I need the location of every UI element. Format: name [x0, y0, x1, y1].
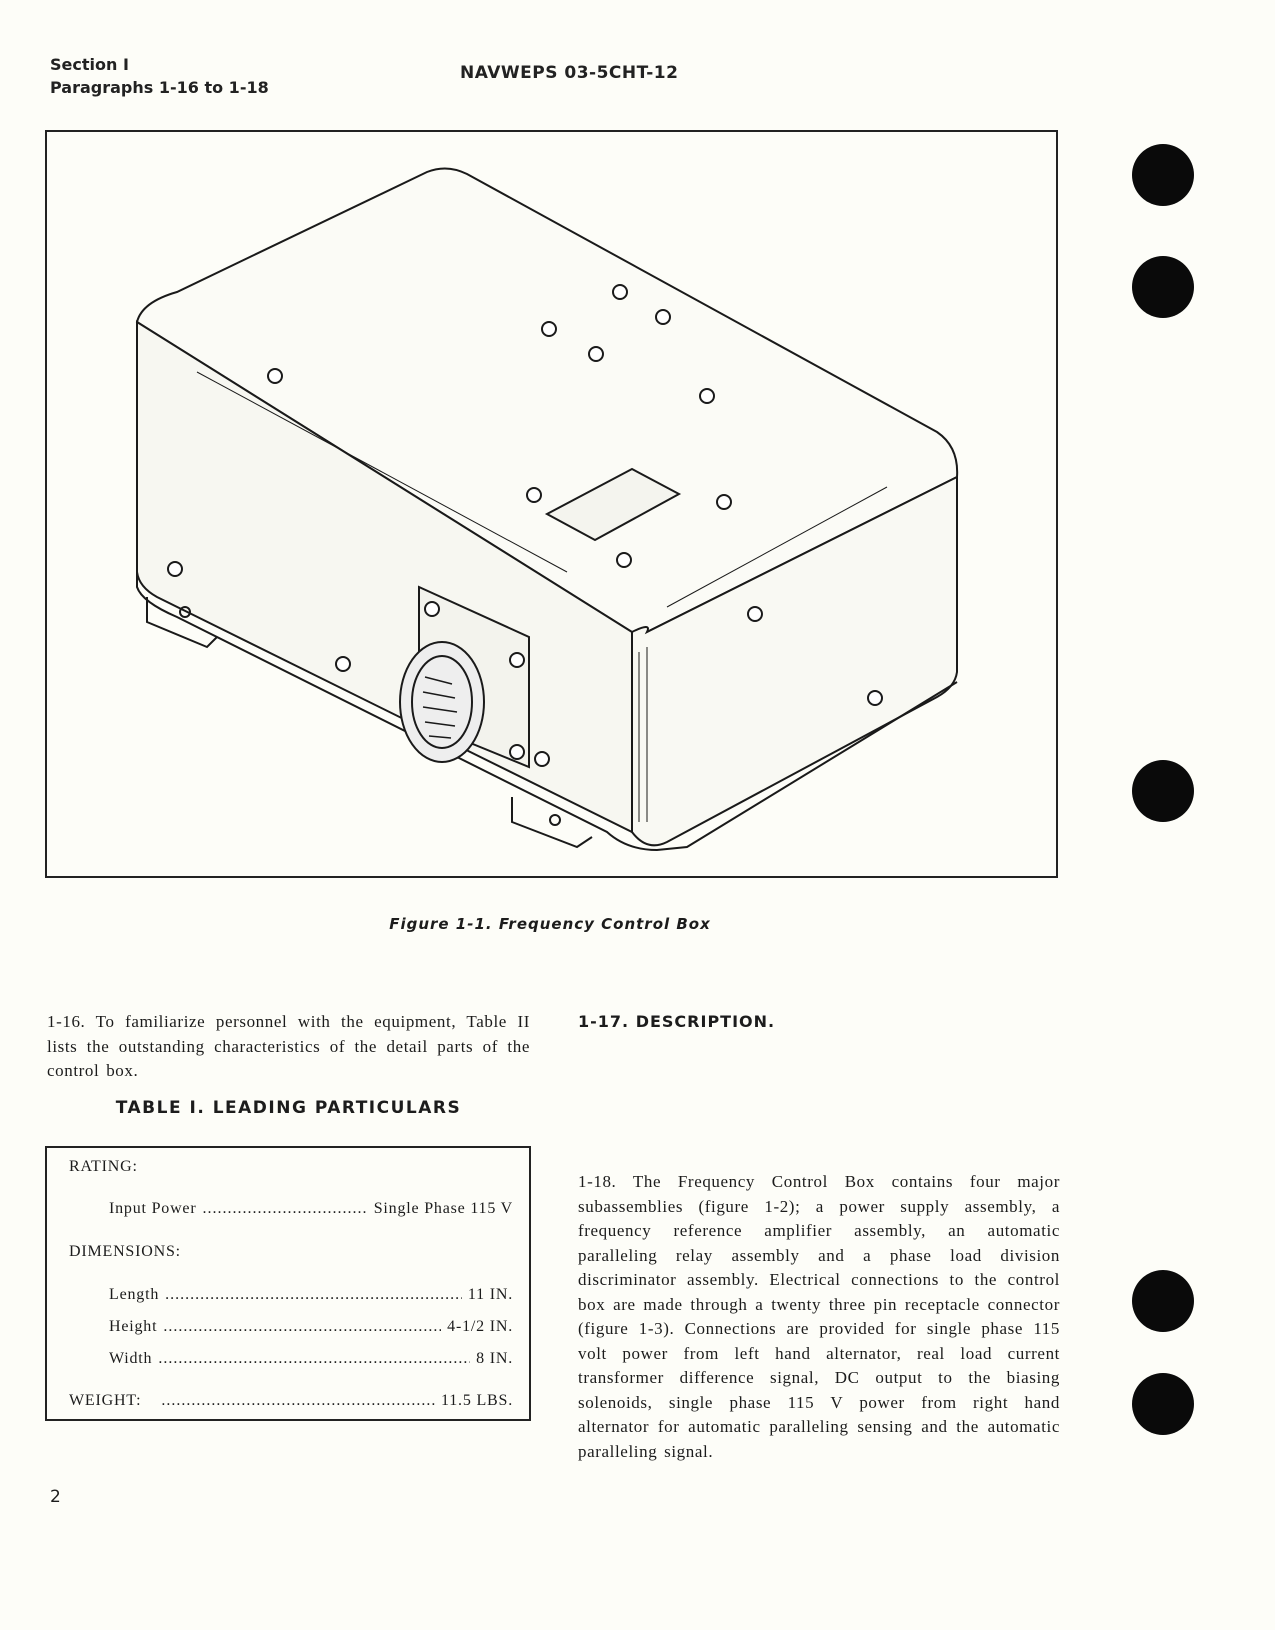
- leader-dots: [161, 1392, 435, 1410]
- row-value: 4-1/2 IN.: [447, 1318, 513, 1335]
- row-label: Input Power: [109, 1200, 197, 1217]
- input-power-row: [109, 1200, 513, 1218]
- row-label: Height: [109, 1318, 158, 1335]
- section-heading-description: 1-17. DESCRIPTION.: [578, 1012, 776, 1031]
- section-text: Section I: [50, 55, 129, 74]
- leader-dots: [165, 1286, 462, 1304]
- section-label: [50, 53, 269, 99]
- binder-hole: [1132, 1270, 1194, 1332]
- weight-row: [69, 1392, 513, 1410]
- row-value: Single Phase 115 V: [373, 1200, 513, 1217]
- leader-dots: [158, 1350, 470, 1368]
- rating-label: RATING:: [69, 1158, 138, 1175]
- width-row: [109, 1350, 513, 1368]
- figure-caption: Figure 1-1. Frequency Control Box: [389, 915, 711, 933]
- height-row: [109, 1318, 513, 1336]
- row-label: Length: [109, 1286, 160, 1303]
- row-value: 11.5 LBS.: [441, 1392, 513, 1409]
- binder-hole: [1132, 760, 1194, 822]
- binder-hole: [1132, 144, 1194, 206]
- row-value: 8 IN.: [476, 1350, 513, 1367]
- paragraph-1-18: 1-18. The Frequency Control Box contains four major subassemblies (figure 1-2); a power supply assembly, a frequency reference amplifier assembly, an automatic paralleling relay assembly and a phase load division discriminator assembly. Electrical connections to the control box are made through a twenty three pin receptacle connector (figure 1-3). Connections are provided for single phase 115 volt power from left hand alternator, real load current transformer difference signal, DC output to the biasing solenoids, single phase 115 V power from right hand alternator for automatic paralleling sensing and the automatic paralleling signal.: [578, 1172, 1060, 1461]
- leader-dots: [163, 1318, 441, 1336]
- row-label: Width: [109, 1350, 153, 1367]
- paragraphs-text: Paragraphs 1-16 to 1-18: [50, 78, 269, 97]
- row-value: 11 IN.: [467, 1286, 513, 1303]
- length-row: [109, 1286, 513, 1304]
- document-id: NAVWEPS 03-5CHT-12: [460, 63, 679, 83]
- row-label: WEIGHT:: [69, 1392, 142, 1409]
- dimensions-label: DIMENSIONS:: [69, 1243, 181, 1260]
- frequency-control-box-illustration: [47, 132, 1056, 876]
- leading-particulars-table: [45, 1146, 531, 1421]
- paragraph-1-16: 1-16. To familiarize personnel with the equipment, Table II lists the outstanding characteristics of the detail parts of the control box.: [47, 1012, 530, 1080]
- figure-frame: [45, 130, 1058, 878]
- binder-hole: [1132, 256, 1194, 318]
- table-title: TABLE I. LEADING PARTICULARS: [115, 1098, 462, 1118]
- page-number: 2: [50, 1487, 61, 1507]
- leader-dots: [202, 1200, 367, 1218]
- binder-hole: [1132, 1373, 1194, 1435]
